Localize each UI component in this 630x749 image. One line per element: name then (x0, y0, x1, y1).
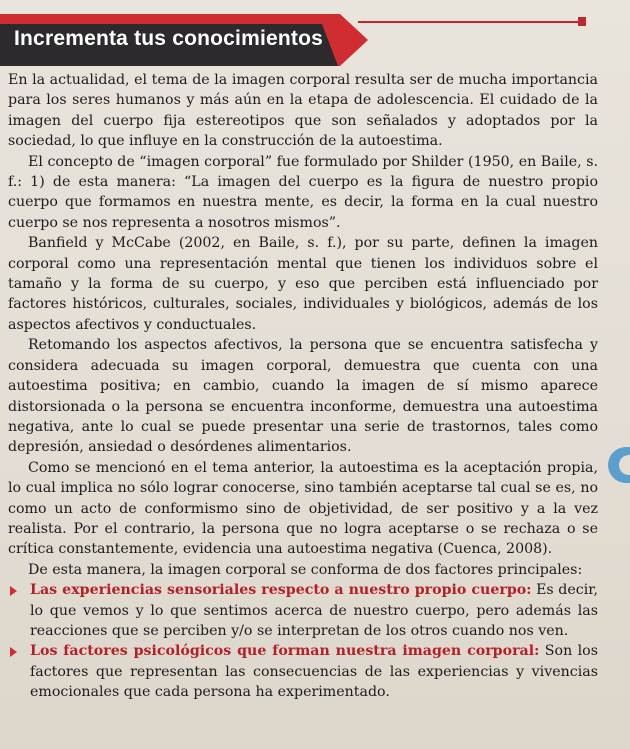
factor-lead: Los factores psicológicos que forman nuestra imagen corporal: (30, 643, 540, 660)
paragraph: En la actualidad, el tema de la imagen corporal resulta ser de mucha importancia para los seres humanos y más aún en la etapa de adolescencia. El cuidado de la imagen del cuerpo fija estereotipos que son señalados y adoptados por la sociedad, lo que influye en la construcción de la autoestima. (8, 72, 598, 150)
paragraph: El concepto de “imagen corporal” fue formulado por Shilder (1950, en Baile, s. f.: 1) de esta manera: “La imagen del cuerpo es la figura de nuestro propio cuerpo que formamos en nuestra mente, es decir, la forma en la cual nuestro cuerpo se nos representa a nosotros mismos”. (8, 153, 598, 231)
factor-list (8, 580, 598, 702)
paragraph: Como se mencionó en el tema anterior, la autoestima es la aceptación propia, lo cual implica no sólo lograr conocerse, sino también aceptarse tal cual se es, no como un acto de conformismo sino de objetividad, de ser positivo y a la vez realista. Por el contrario, la persona que no logra aceptarse o se rechaza o se crítica constantemente, evidencia una autoestima negativa (Cuenca, 2008). (8, 459, 598, 558)
list-item (30, 580, 598, 641)
header-rule-end (578, 17, 586, 26)
triangle-bullet-icon (10, 647, 17, 657)
paragraph: Retomando los aspectos afectivos, la persona que se encuentra satisfecha y considera adecuada su imagen corporal, demuestra que cuenta con una autoestima positiva; en cambio, cuando la imagen de sí mismo aparece distorsionada o la persona se encuentra inconforme, demuestra una autoestima negativa, ante lo cual se puede presentar una serie de trastornos, tales como depresión, ansiedad o desórdenes alimentarios. (8, 337, 598, 456)
paragraph: Banfield y McCabe (2002, en Baile, s. f.), por su parte, definen la imagen corporal como una representación mental que tienen los individuos sobre el tamaño y la forma de su cuerpo, y eso que perciben está influenciado por factores históricos, culturales, sociales, individuales y biológicos, además de los aspectos afectivos y conductuales. (8, 235, 598, 333)
triangle-bullet-icon (10, 586, 17, 596)
paragraph: De esta manera, la imagen corporal se conforma de dos factores principales: (28, 561, 583, 578)
list-item (30, 641, 598, 702)
article-body (8, 70, 598, 703)
header-rule (358, 21, 580, 23)
factor-lead: Las experiencias sensoriales respecto a nuestro propio cuerpo: (30, 582, 532, 599)
factor-text: Es decir, lo que vemos y lo que sentimos acerca de nuestro cuerpo, pero además las reacciones que se perciben y/o se interpretan de los otros cuando nos ven. (30, 582, 598, 639)
section-title: Incrementa tus conocimientos (14, 27, 324, 50)
factor-text: Son los factores que representan las consecuencias de las experiencias y vivencias emocionales que cada persona ha experimentado. (30, 643, 599, 701)
